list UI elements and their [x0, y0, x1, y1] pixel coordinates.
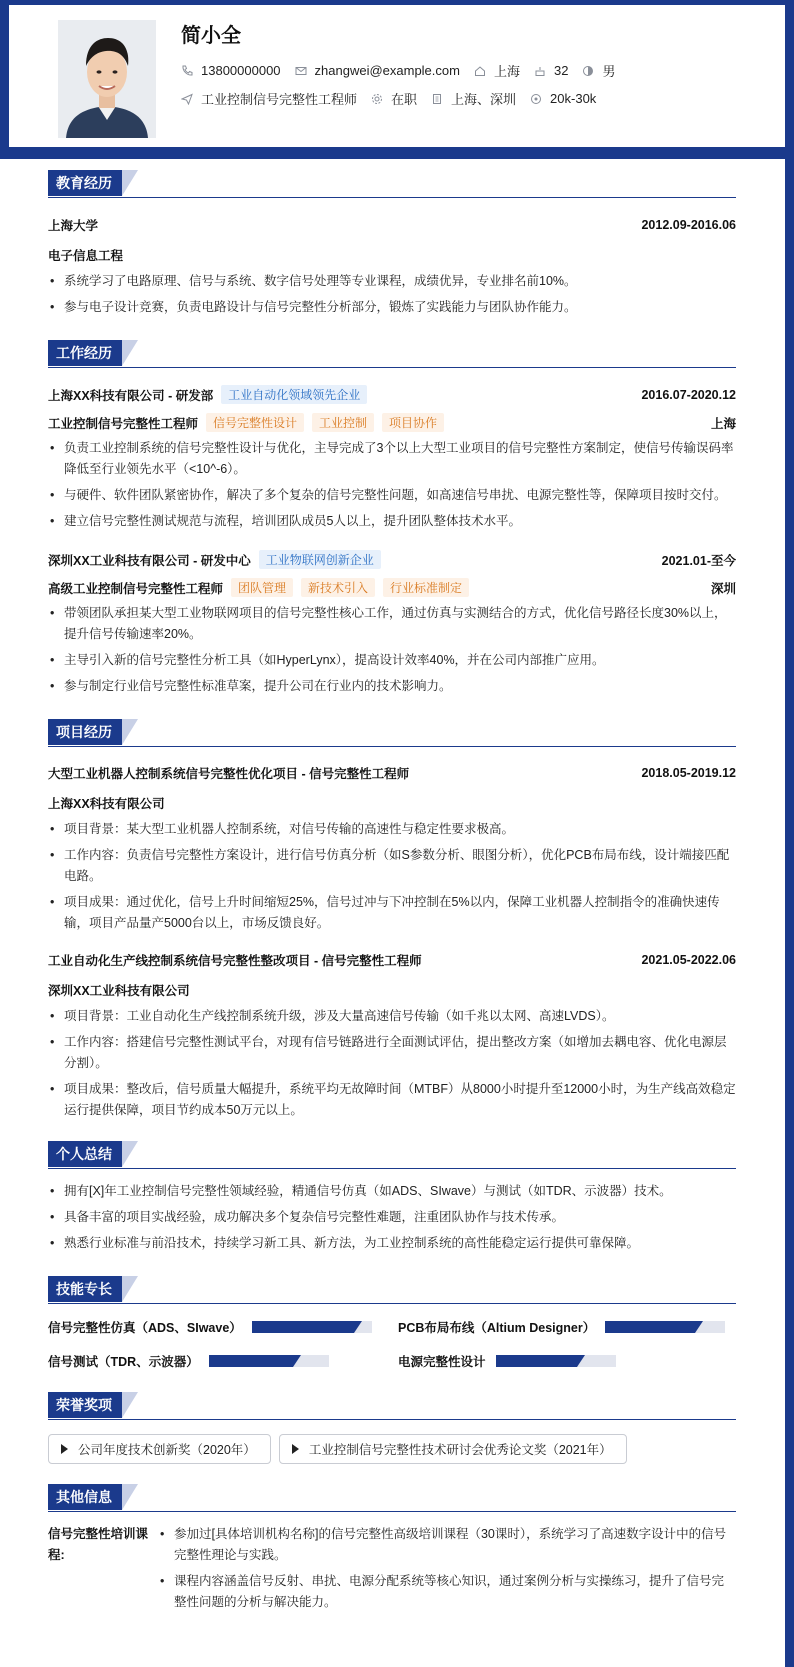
- project-period: 2021.05-2022.06: [641, 953, 736, 967]
- resume-header: [9, 5, 785, 147]
- city-item: [474, 61, 520, 80]
- avatar: [58, 20, 156, 138]
- position-text: 工业控制信号完整性工程师: [201, 92, 358, 107]
- salary-item: [530, 91, 596, 106]
- status-text: 在职: [391, 92, 418, 107]
- work-1-header: [48, 385, 736, 404]
- play-triangle-icon: [292, 1444, 299, 1454]
- skill-bar: [252, 1321, 372, 1333]
- email-item: [295, 63, 460, 78]
- other-bullets: [158, 1524, 736, 1613]
- gender-item: [582, 61, 615, 80]
- award-text: 公司年度技术创新奖（2020年）: [78, 1443, 256, 1457]
- play-triangle-icon: [61, 1444, 68, 1454]
- school-name: 上海大学: [48, 219, 99, 233]
- work-period: 2021.01-至今: [661, 553, 736, 568]
- section-title: 教育经历: [48, 170, 122, 196]
- list-item: • 系统学习了电路原理、信号与系统、数字信号处理等专业课程，成绩优异，专业排名前10%。: [48, 271, 736, 292]
- project-1-company-row: [48, 794, 736, 812]
- section-title: 技能专长: [48, 1276, 122, 1302]
- phone-text: 13800000000: [201, 63, 281, 78]
- cake-icon: [534, 65, 546, 77]
- work-city: 深圳: [710, 581, 736, 596]
- skill-bar-fill: [209, 1355, 293, 1367]
- skill-item: [398, 1318, 725, 1336]
- age-item: [534, 63, 568, 78]
- age-text: 32: [553, 63, 569, 78]
- skill-bar-fill: [252, 1321, 354, 1333]
- resume-body: [48, 170, 736, 1613]
- work-1-title-row: [48, 413, 736, 432]
- company-name: 深圳XX工业科技有限公司 - 研发中心: [48, 553, 251, 568]
- company-tag: 工业自动化领域领先企业: [221, 385, 367, 404]
- project-2-company-row: [48, 981, 736, 999]
- list-item: • 拥有[X]年工业控制信号完整性领域经验，精通信号仿真（如ADS、SIwave）与测试（如TDR、示波器）技术。: [48, 1181, 736, 1202]
- list-item: • 具备丰富的项目实战经验，成功解决多个复杂信号完整性难题，注重团队协作与技术传承。: [48, 1207, 736, 1228]
- list-item: • 参加过[具体培训机构名称]的信号完整性高级培训课程（30课时），系统学习了高速数字设计中的信号完整性理论与实践。: [158, 1524, 736, 1566]
- skill-tag: 项目协作: [382, 413, 444, 432]
- job-title: 高级工业控制信号完整性工程师: [48, 581, 224, 596]
- list-item: • 负责工业控制系统的信号完整性设计与优化，主导完成了3个以上大型工业项目的信号完整性方案制定，使信号传输误码率降低至行业领先水平（<10^-6）。: [48, 438, 736, 480]
- email-text: zhangwei@example.com: [314, 63, 460, 78]
- education-period: 2012.09-2016.06: [641, 218, 736, 232]
- list-item: • 建立信号完整性测试规范与流程，培训团队成员5人以上，提升团队整体技术水平。: [48, 511, 736, 532]
- skill-tag: 工业控制: [312, 413, 374, 432]
- company-name: 上海XX科技有限公司 - 研发部: [48, 388, 214, 403]
- section-projects: [48, 719, 736, 747]
- candidate-name: 简小全: [181, 25, 241, 47]
- list-item: • 与硬件、软件团队紧密协作，解决了多个复杂的信号完整性问题，如高速信号串扰、电源完整性等，保障项目按时交付。: [48, 485, 736, 506]
- education-bullets: [48, 271, 736, 318]
- section-awards: [48, 1392, 736, 1420]
- skill-name: 电源完整性设计: [398, 1355, 486, 1369]
- project-1-bullets: [48, 819, 736, 934]
- gender-text: 男: [602, 64, 616, 79]
- contact-row: [181, 61, 629, 80]
- skill-item: [398, 1352, 616, 1370]
- skill-tag: 新技术引入: [301, 578, 375, 597]
- section-summary: [48, 1141, 736, 1169]
- award-item: [48, 1434, 271, 1464]
- list-item: • 项目成果：通过优化，信号上升时间缩短25%，信号过冲与下冲控制在5%以内，保障工业机器人控制指令的准确快速传输，项目产品量产5000台以上，市场反馈良好。: [48, 892, 736, 934]
- skill-tag: 信号完整性设计: [206, 413, 304, 432]
- work-period: 2016.07-2020.12: [641, 387, 736, 402]
- skills-grid: [48, 1318, 736, 1388]
- gender-icon: [582, 65, 594, 77]
- job-title: 工业控制信号完整性工程师: [48, 416, 199, 431]
- job-intent-row: [181, 89, 610, 108]
- list-item: • 项目背景：工业自动化生产线控制系统升级，涉及大量高速信号传输（如千兆以太网、高速LVDS）。: [48, 1006, 736, 1027]
- list-item: • 项目成果：整改后，信号质量大幅提升，系统平均无故障时间（MTBF）从8000小时提升至12000小时，为生产线高效稳定运行提供保障，项目节约成本50万元以上。: [48, 1079, 736, 1121]
- section-other: [48, 1484, 736, 1512]
- section-title: 其他信息: [48, 1484, 122, 1510]
- work-city: 上海: [710, 416, 736, 431]
- building-icon: [431, 93, 443, 105]
- section-education: [48, 170, 736, 198]
- phone-icon: [181, 65, 193, 77]
- other-info: [48, 1524, 736, 1613]
- skill-bar-fill: [496, 1355, 578, 1367]
- skill-bar-fill: [605, 1321, 695, 1333]
- award-text: 工业控制信号完整性技术研讨会优秀论文奖（2021年）: [308, 1443, 612, 1457]
- project-name: 大型工业机器人控制系统信号完整性优化项目 - 信号完整性工程师: [48, 767, 410, 781]
- skill-tag: 团队管理: [231, 578, 293, 597]
- skill-name: 信号完整性仿真（ADS、SIwave）: [48, 1321, 242, 1335]
- home-icon: [474, 65, 486, 77]
- phone-item: [181, 63, 281, 78]
- project-company: 深圳XX工业科技有限公司: [48, 984, 190, 998]
- work-1-bullets: [48, 438, 736, 532]
- work-2-header: [48, 550, 736, 569]
- project-period: 2018.05-2019.12: [641, 766, 736, 780]
- skill-bar: [209, 1355, 329, 1367]
- section-title: 工作经历: [48, 340, 122, 366]
- education-major-row: [48, 246, 736, 264]
- list-item: • 工作内容：负责信号完整性方案设计，进行信号仿真分析（如S参数分析、眼图分析），优化PCB布局布线，设计端接匹配电路。: [48, 845, 736, 887]
- status-item: [371, 89, 417, 108]
- skill-item: [48, 1352, 329, 1370]
- awards-list: [48, 1434, 736, 1464]
- work-2-title-row: [48, 578, 736, 597]
- company-tag: 工业物联网创新企业: [259, 550, 381, 569]
- salary-text: 20k-30k: [550, 91, 597, 106]
- city-text: 上海: [493, 64, 520, 79]
- avatar-portrait-icon: [58, 20, 156, 138]
- education-header: [48, 216, 736, 234]
- section-title: 个人总结: [48, 1141, 122, 1167]
- skill-bar: [605, 1321, 725, 1333]
- frame-border-right: [785, 0, 794, 1667]
- locations-text: 上海、深圳: [451, 92, 517, 107]
- mail-icon: [295, 65, 307, 77]
- major-name: 电子信息工程: [48, 249, 124, 263]
- list-item: • 参与制定行业信号完整性标准草案，提升公司在行业内的技术影响力。: [48, 676, 736, 697]
- list-item: • 熟悉行业标准与前沿技术，持续学习新工具、新方法，为工业控制系统的高性能稳定运行提供可靠保障。: [48, 1233, 736, 1254]
- list-item: • 带领团队承担某大型工业物联网项目的信号完整性核心工作，通过仿真与实测结合的方式，优化信号路径长度30%以上，提升信号传输速率20%。: [48, 603, 736, 645]
- frame-border-left: [0, 0, 9, 152]
- summary-bullets: [48, 1181, 736, 1254]
- coin-icon: [530, 93, 542, 105]
- gear-icon: [371, 93, 383, 105]
- section-work: [48, 340, 736, 368]
- project-name: 工业自动化生产线控制系统信号完整性整改项目 - 信号完整性工程师: [48, 954, 422, 968]
- award-item: [279, 1434, 627, 1464]
- project-2-header: [48, 951, 736, 969]
- list-item: • 参与电子设计竞赛，负责电路设计与信号完整性分析部分，锻炼了实践能力与团队协作能力。: [48, 297, 736, 318]
- list-item: • 主导引入新的信号完整性分析工具（如HyperLynx），提高设计效率40%，并在公司内部推广应用。: [48, 650, 736, 671]
- project-1-header: [48, 764, 736, 782]
- list-item: • 工作内容：搭建信号完整性测试平台，对现有信号链路进行全面测试评估，提出整改方案（如增加去耦电容、优化电源层分割）。: [48, 1032, 736, 1074]
- skill-tag: 行业标准制定: [383, 578, 469, 597]
- send-icon: [181, 93, 193, 105]
- project-company: 上海XX科技有限公司: [48, 797, 165, 811]
- section-skills: [48, 1276, 736, 1304]
- skill-name: 信号测试（TDR、示波器）: [48, 1355, 199, 1369]
- project-2-bullets: [48, 1006, 736, 1121]
- section-title: 荣誉奖项: [48, 1392, 122, 1418]
- list-item: • 项目背景：某大型工业机器人控制系统，对信号传输的高速性与稳定性要求极高。: [48, 819, 736, 840]
- locations-item: [431, 89, 516, 108]
- skill-bar: [496, 1355, 616, 1367]
- skill-name: PCB布局布线（Altium Designer）: [398, 1321, 596, 1335]
- skill-item: [48, 1318, 372, 1336]
- section-title: 项目经历: [48, 719, 122, 745]
- header-divider-band: [0, 147, 794, 159]
- position-item: [181, 89, 357, 108]
- work-2-bullets: [48, 603, 736, 697]
- other-label: 信号完整性培训课程:: [48, 1527, 149, 1562]
- list-item: • 课程内容涵盖信号反射、串扰、电源分配系统等核心知识，通过案例分析与实操练习，提升了信号完整性问题的分析与解决能力。: [158, 1571, 736, 1613]
